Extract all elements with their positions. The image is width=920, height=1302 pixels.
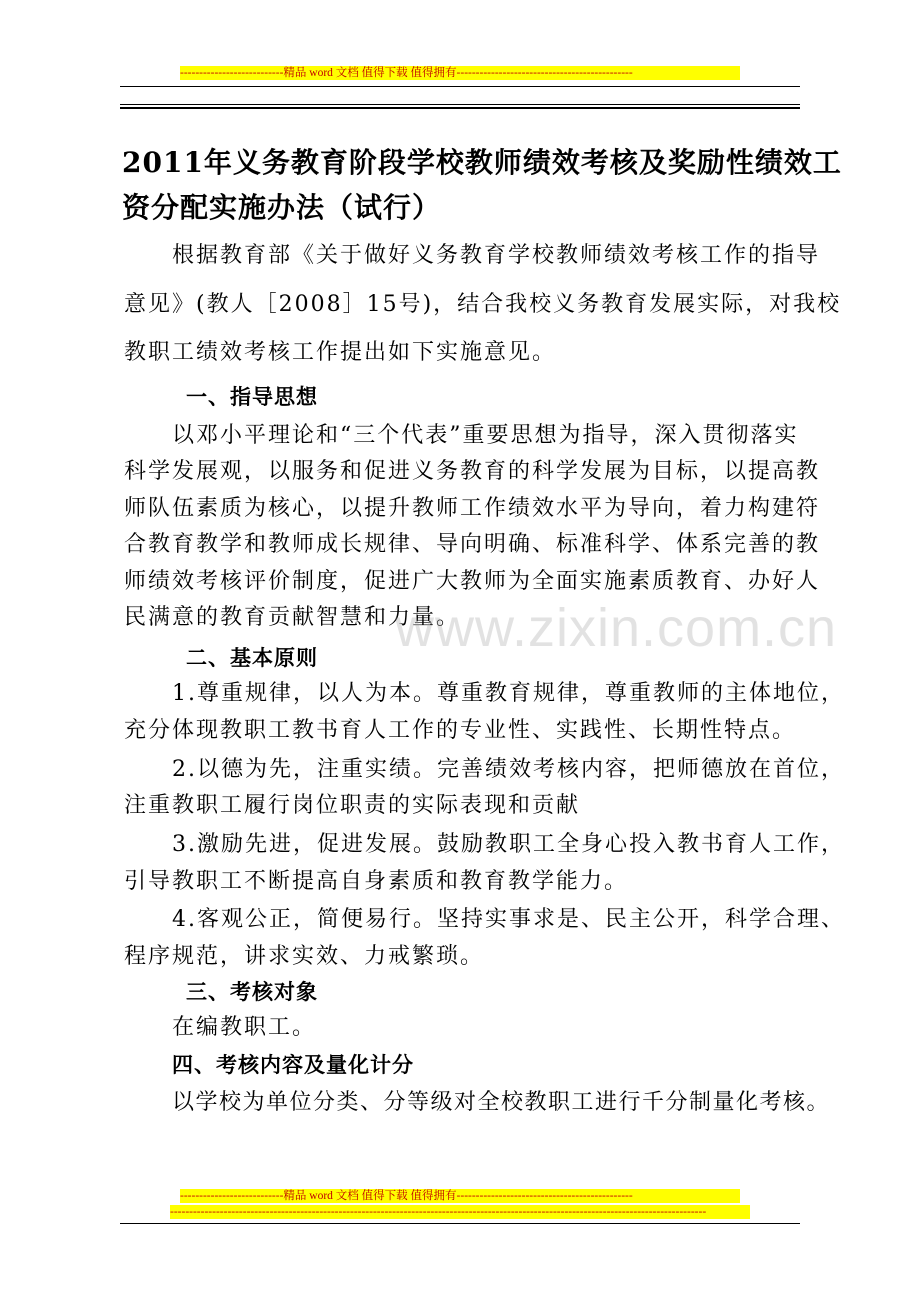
paragraph-line: 科学发展观，以服务和促进义务教育的科学发展为目标，以提高教 xyxy=(124,459,821,484)
section-heading-assessment-content: 四、考核内容及量化计分 xyxy=(172,1053,414,1077)
paragraph-line: 引导教职工不断提高自身素质和教育教学能力。 xyxy=(124,869,629,894)
paragraph-line: 4.客观公正，简便易行。坚持实事求是、民主公开，科学合理、 xyxy=(172,907,845,932)
intro-line: 教职工绩效考核工作提出如下实施意见。 xyxy=(124,340,557,365)
paragraph-line: 1.尊重规律，以人为本。尊重教育规律，尊重教师的主体地位， xyxy=(172,681,845,706)
paragraph-line: 师队伍素质为核心，以提升教师工作绩效水平为导向，着力构建符 xyxy=(124,496,821,521)
paragraph-line: 注重教职工履行岗位职责的实际表现和贡献 xyxy=(124,793,581,818)
header-rule-bottom xyxy=(120,107,800,109)
footer-rule xyxy=(120,1223,800,1224)
paragraph-line: 以学校为单位分类、分等级对全校教职工进行千分制量化考核。 xyxy=(172,1090,831,1115)
intro-line: 根据教育部《关于做好义务教育学校教师绩效考核工作的指导 xyxy=(172,243,821,268)
paragraph-line: 在编教职工。 xyxy=(172,1015,317,1040)
paragraph-line: 以邓小平理论和“三个代表”重要思想为指导，深入贯彻落实 xyxy=(172,423,799,448)
paragraph-line: 民满意的教育贡献智慧和力量。 xyxy=(124,605,461,630)
header-rule-thin xyxy=(120,86,800,87)
paragraph-line: 师绩效考核评价制度，促进广大教师为全面实施素质教育、办好人 xyxy=(124,569,821,594)
section-heading-basic-principles: 二、基本原则 xyxy=(186,646,318,670)
paragraph-line: 程序规范，讲求实效、力戒繁琐。 xyxy=(124,944,485,969)
paragraph-line: 充分体现教职工教书育人工作的专业性、实践性、长期性特点。 xyxy=(124,718,797,743)
paragraph-line: 合教育教学和教师成长规律、导向明确、标准科学、体系完善的教 xyxy=(124,532,821,557)
header-rule-top xyxy=(120,104,800,105)
paragraph-line: 3.激励先进，促进发展。鼓励教职工全身心投入教书育人工作， xyxy=(172,832,845,857)
document-title-line2: 资分配实施办法（试行） xyxy=(122,191,442,224)
footer-dashes: -------------------------------------------------------------------------------------------------------------------------------------------- xyxy=(170,1205,750,1219)
document-title-line1: 2011年义务教育阶段学校教师绩效考核及奖励性绩效工 xyxy=(122,146,842,179)
footer-banner: ---------------------------精品 word 文档 值得下载 值得拥有---------------------------------------------- xyxy=(180,1189,740,1203)
section-heading-guiding-ideology: 一、指导思想 xyxy=(186,385,318,409)
paragraph-line: 2.以德为先，注重实绩。完善绩效考核内容，把师德放在首位， xyxy=(172,757,845,782)
section-heading-assessment-targets: 三、考核对象 xyxy=(186,980,318,1004)
site-watermark: www.zixin.com.cn xyxy=(395,598,838,658)
header-banner: ---------------------------精品 word 文档 值得下载 值得拥有---------------------------------------------- xyxy=(180,66,740,80)
intro-line: 意见》(教人［2008］15号)，结合我校义务教育发展实际，对我校 xyxy=(124,292,842,317)
